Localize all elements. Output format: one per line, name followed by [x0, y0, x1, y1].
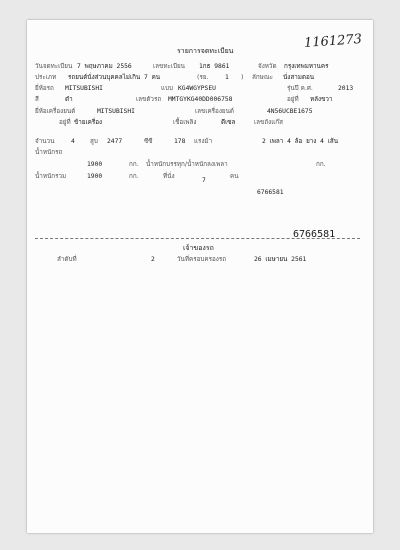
load-label: น้ำหนักบรรทุก/น้ำหนักลงเพลา [146, 161, 228, 168]
reg-date: 7 พฤษภาคม 2556 [77, 63, 132, 70]
type-value: รถยนต์นั่งส่วนบุคคลไม่เกิน 7 คน [68, 74, 161, 81]
owner-heading: เจ้าของรถ [183, 244, 214, 252]
engine-brand-label: ยี่ห้อเครื่องยนต์ [35, 108, 76, 115]
gas-tank-label: เลขถังแก๊ส [254, 119, 283, 126]
load-unit: กก. [316, 161, 326, 168]
engine-location-label: อยู่ที่ [59, 119, 71, 126]
fuel: ดีเซล [221, 119, 236, 126]
page-title: รายการจดทะเบียน [177, 47, 234, 55]
engine-brand: MITSUBISHI [97, 108, 135, 115]
horsepower-unit: แรงม้า [194, 138, 213, 145]
cylinders: 4 [71, 138, 75, 145]
province-label: จังหวัด [258, 63, 277, 70]
chassis-location: หลังขวา [310, 96, 333, 103]
model-label: แบบ [161, 85, 174, 92]
chassis-label: เลขตัวรถ [136, 96, 162, 103]
color: ดำ [65, 96, 73, 103]
province: กรุงเทพมหานคร [284, 63, 329, 70]
weight-value: 1900 [87, 161, 103, 168]
reg-no: 1กธ 9861 [199, 63, 230, 70]
horsepower: 178 [174, 138, 186, 145]
cc-unit: ซีซี [144, 138, 153, 145]
model: KG4WGYPSEU [178, 85, 216, 92]
color-label: สี [35, 96, 39, 103]
engine-cc: 2477 [107, 138, 123, 145]
reg-no-label: เลขทะเบียน [153, 63, 185, 70]
year: 2013 [338, 85, 354, 92]
own-date: 26 เมษายน 2561 [254, 256, 307, 263]
weight-unit: กก. [129, 161, 139, 168]
brand-label: ยี่ห้อรถ [35, 85, 54, 92]
seat-label: ที่นั่ง [163, 173, 175, 180]
style-label: ลักษณะ [252, 74, 274, 81]
weight-label: น้ำหนักรถ [35, 149, 63, 156]
type-label: ประเภท [35, 74, 57, 81]
seats: 7 [202, 177, 206, 184]
cylinder-unit: สูบ [90, 138, 98, 145]
sequence-number: 2 [151, 256, 155, 263]
engine-number: 4N56UCBE1675 [267, 108, 313, 115]
chassis-location-label: อยู่ที่ [287, 96, 299, 103]
brand: MITSUBISHI [65, 85, 103, 92]
style-value: นั่งสามตอน [283, 74, 315, 81]
gross-label: น้ำหนักรวม [35, 173, 67, 180]
reg-date-label: วันจดทะเบียน [35, 63, 73, 70]
rx-close: ) [241, 74, 244, 81]
reference-number: 6766581 [257, 189, 284, 196]
registration-page [27, 20, 373, 533]
count-label: จำนวน [35, 138, 55, 145]
own-date-label: วันที่ครอบครองรถ [177, 256, 227, 263]
section-divider [35, 238, 360, 239]
gross-unit: กก. [129, 173, 139, 180]
chassis-number: MMTGYKG40DD006758 [168, 96, 233, 103]
sequence-label: ลำดับที่ [57, 256, 77, 263]
axle-info: 2 เพลา 4 ล้อ ยาง 4 เส้น [262, 138, 339, 145]
seat-unit: คน [230, 173, 239, 180]
engine-location: ข้ายเครื่อง [74, 119, 103, 126]
engine-no-label: เลขเครื่องยนต์ [195, 108, 235, 115]
handwritten-number: 1161273 [303, 31, 363, 52]
year-label: รุ่นปี ค.ศ. [287, 85, 313, 92]
reference-number-large: 6766581 [293, 229, 336, 240]
rx-open: (รย. [197, 74, 209, 81]
gross-value: 1900 [87, 173, 103, 180]
fuel-label: เชื้อเพลิง [173, 119, 197, 126]
rx-number: 1 [225, 74, 229, 81]
